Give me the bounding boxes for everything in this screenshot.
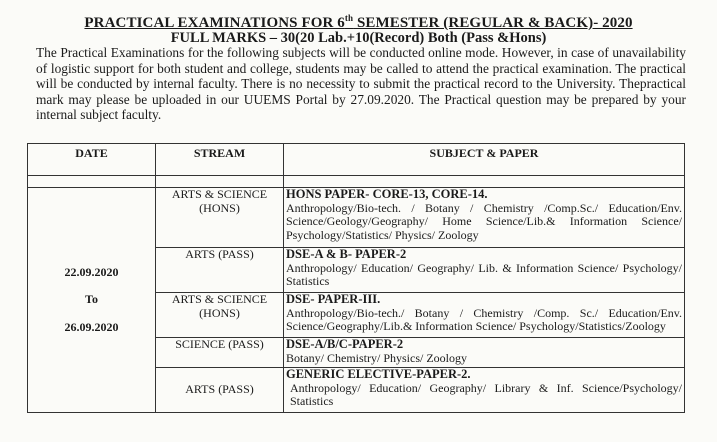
subject-list: Anthropology/Bio-tech. / Botany / Chemistry /Comp.Sc./ Education/Env. Science/Geology/Geography/ Home Science/Lib.& Information Science/ Psychology/Statistics/ Physics/ Zoology bbox=[286, 200, 682, 242]
subject-cell bbox=[284, 293, 685, 338]
subject-cell bbox=[284, 188, 685, 248]
paper-title: DSE- PAPER-III. bbox=[286, 292, 381, 306]
date-to: 26.09.2020 bbox=[64, 319, 119, 334]
full-marks: FULL MARKS – 30(20 Lab.+10(Record) Both (Pass &Hons) bbox=[170, 30, 547, 46]
stream-cell: ARTS & SCIENCE (HONS) bbox=[156, 188, 284, 248]
date-to-word: To bbox=[85, 292, 98, 307]
stream-cell: ARTS (PASS) bbox=[156, 248, 284, 293]
stream-header: STREAM bbox=[156, 144, 284, 176]
subject-cell bbox=[284, 248, 685, 293]
spacer-row bbox=[28, 176, 685, 188]
exam-schedule-table bbox=[27, 143, 685, 413]
paper-title: HONS PAPER- CORE-13, CORE-14. bbox=[286, 187, 488, 201]
subject-list: Anthropology/Bio-tech./ Botany / Chemistry /Comp. Sc./ Education/Env. Science/Geography/Lib.& Information Science/ Psychology/Statistics/Zoology bbox=[286, 305, 682, 333]
stream-cell bbox=[156, 368, 284, 413]
paper-title: DSE-A & B- PAPER-2 bbox=[286, 247, 407, 261]
subject-list: Anthropology/ Education/ Geography/ Library & Inf. Science/Psychology/ Statistics bbox=[290, 380, 682, 408]
paper-title: DSE-A/B/C-PAPER-2 bbox=[286, 337, 404, 351]
subject-list: Botany/ Chemistry/ Physics/ Zoology bbox=[286, 350, 468, 365]
subject-header: SUBJECT & PAPER bbox=[284, 144, 685, 176]
subject-cell bbox=[284, 338, 685, 368]
table-header-row bbox=[28, 144, 685, 176]
stream-label: ARTS (PASS) bbox=[185, 382, 254, 397]
paper-title: GENERIC ELECTIVE-PAPER-2. bbox=[286, 367, 471, 381]
intro-paragraph: The Practical Examinations for the following subjects will be conducted online mode. However, in case of unavailability of logistic support for both student and college, students may be called to attend the practical examination. The practical will be conducted by internal faculty. There is no necessity to submit the practical record to the University. Thepractical mark may please be uploaded in our UUEMS Portal by 27.09.2020. The Practical question may be prepared by your internal subject faculty. bbox=[36, 45, 686, 123]
table-row bbox=[28, 188, 685, 248]
stream-cell: ARTS & SCIENCE (HONS) bbox=[156, 293, 284, 338]
subject-list: Anthropology/ Education/ Geography/ Lib. & Information Science/ Psychology/ Statistics bbox=[286, 260, 682, 288]
date-header: DATE bbox=[28, 144, 156, 176]
date-range-cell bbox=[28, 188, 156, 413]
page-title: PRACTICAL EXAMINATIONS FOR 6th SEMESTER (REGULAR & BACK)- 2020 bbox=[84, 13, 633, 31]
stream-cell: SCIENCE (PASS) bbox=[156, 338, 284, 368]
date-from: 22.09.2020 bbox=[64, 264, 119, 279]
subject-cell bbox=[284, 368, 685, 413]
